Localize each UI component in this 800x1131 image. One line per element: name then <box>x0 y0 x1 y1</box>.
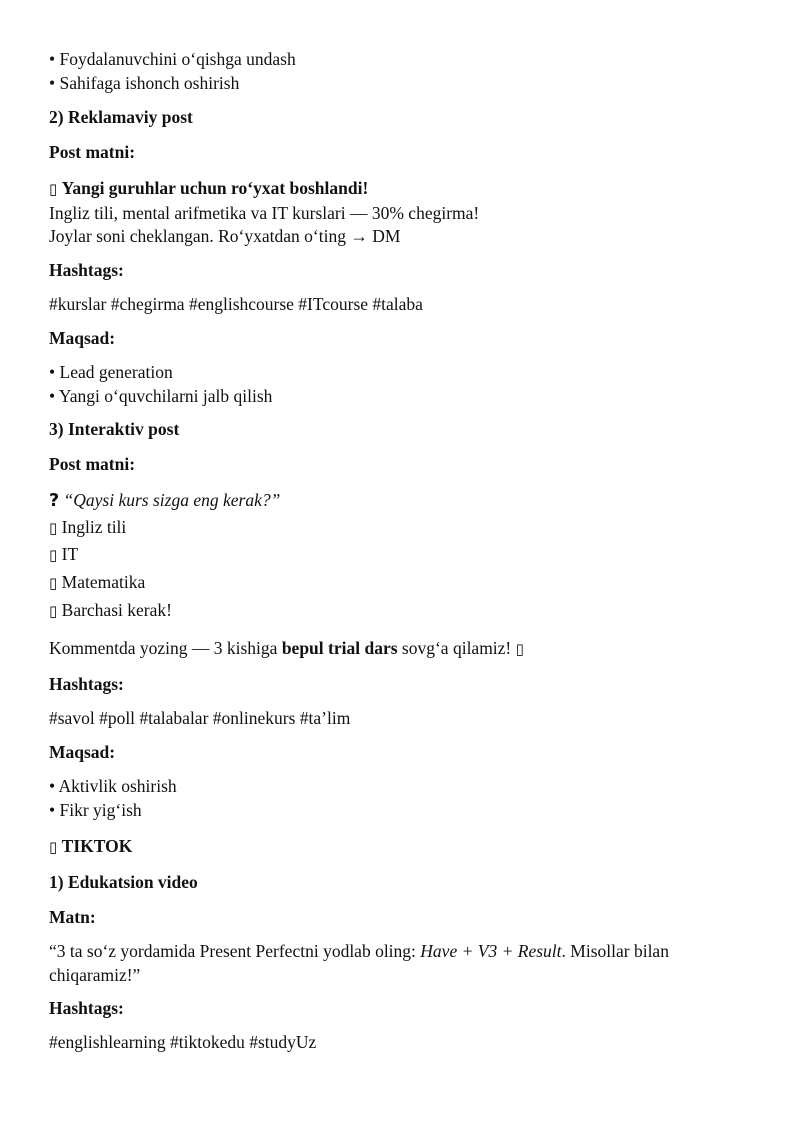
post-text-label: Post matni: <box>49 454 136 474</box>
fire-icon: ▯ <box>49 602 58 620</box>
video-text: “3 ta so‘z yordamida Present Perfectni yodlab oling: Have + V3 + Result. Misollar bilan chiqaramiz!” <box>49 941 669 985</box>
hashtags-text: #kurslar #chegirma #englishcourse #ITcourse #talaba <box>49 294 423 314</box>
megaphone-icon: ▯ <box>49 180 58 198</box>
hashtags-label: Hashtags: <box>49 998 124 1018</box>
ad-line: Joylar soni cheklangan. Ro‘yxatdan o‘ting → DM <box>49 226 401 246</box>
abacus-icon: ▯ <box>49 574 58 592</box>
ad-line: Ingliz tili, mental arifmetika va IT kurslari — 30% chegirma! <box>49 202 480 223</box>
list-item: • Lead generation <box>49 362 173 382</box>
goal-label: Maqsad: <box>49 328 116 348</box>
goal-list <box>49 361 749 408</box>
laptop-icon: ▯ <box>49 546 58 564</box>
list-item: • Aktivlik oshirish <box>49 776 177 796</box>
ad-headline: ▯ Yangi guruhlar uchun ro‘yxat boshlandi! <box>49 178 369 198</box>
section-heading-tiktok: ▯ TIKTOK <box>49 836 133 856</box>
hashtags-label: Hashtags: <box>49 674 124 694</box>
poll-question: ? “Qaysi kurs sizga eng kerak?” <box>49 490 281 511</box>
list-item: • Sahifaga ishonch oshirish <box>49 72 240 93</box>
hashtags-text: #savol #poll #talabalar #onlinekurs #ta’lim <box>49 708 351 728</box>
list-item: • Yangi o‘quvchilarni jalb qilish <box>49 385 273 406</box>
poll-cta: Kommentda yozing — 3 kishiga bepul trial dars sovg‘a qilamiz! ▯ <box>49 638 524 658</box>
list-item: • Fikr yig‘ish <box>49 799 142 820</box>
poll-option: ▯ Barchasi kerak! <box>49 600 172 620</box>
poll-option: ▯ IT <box>49 544 79 564</box>
gift-icon: ▯ <box>515 640 524 658</box>
goal-label: Maqsad: <box>49 742 116 762</box>
goal-list <box>49 775 749 822</box>
hashtags-text: #englishlearning #tiktokedu #studyUz <box>49 1032 317 1052</box>
goal-list-previous <box>49 48 749 95</box>
hashtags-label: Hashtags: <box>49 260 124 280</box>
question-mark-icon: ? <box>49 491 60 511</box>
ad-post-body <box>49 177 749 249</box>
text-label: Matn: <box>49 907 96 927</box>
post-text-label: Post matni: <box>49 142 136 162</box>
flag-icon: ▯ <box>49 519 58 537</box>
music-note-icon: ▯ <box>49 838 58 856</box>
subsection-heading-edu-video: 1) Edukatsion video <box>49 872 198 892</box>
list-item: • Foydalanuvchini o‘qishga undash <box>49 49 296 69</box>
section-heading-interactive-post: 3) Interaktiv post <box>49 419 180 439</box>
section-heading-ad-post: 2) Reklamaviy post <box>49 107 193 127</box>
poll-option: ▯ Matematika <box>49 572 146 592</box>
poll-option: ▯ Ingliz tili <box>49 517 127 537</box>
